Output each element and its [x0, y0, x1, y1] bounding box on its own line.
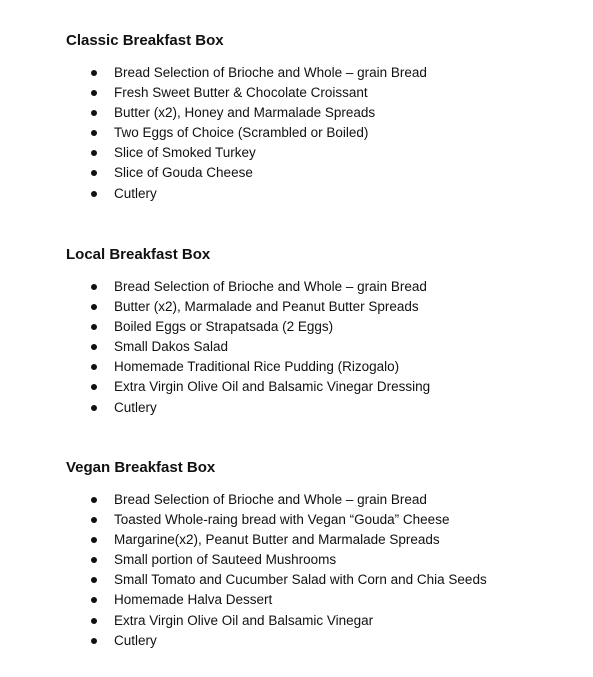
bullet-icon: [91, 497, 97, 503]
list-item: [66, 277, 576, 297]
bullet-icon: [91, 191, 97, 197]
list-item-text: Bread Selection of Brioche and Whole – grain Bread: [114, 65, 427, 80]
bullet-icon: [91, 405, 97, 411]
list-item: [66, 590, 576, 610]
list-item-text: Bread Selection of Brioche and Whole – grain Bread: [114, 492, 427, 507]
list-item: [66, 530, 576, 550]
bullet-icon: [91, 90, 97, 96]
list-item-text: Toasted Whole-raing bread with Vegan “Gouda” Cheese: [114, 512, 450, 528]
section-title: Vegan Breakfast Box: [66, 459, 216, 476]
bullet-icon: [91, 557, 97, 563]
list-item: [66, 377, 576, 397]
list-item: [66, 123, 576, 143]
list-item: [66, 163, 576, 183]
bullet-icon: [91, 110, 97, 116]
list-item: [66, 357, 576, 377]
bullet-icon: [91, 537, 97, 543]
list-item-text: Butter (x2), Honey and Marmalade Spreads: [114, 105, 376, 121]
bullet-icon: [91, 364, 97, 370]
bullet-icon: [91, 517, 97, 523]
list-item-text: Small Dakos Salad: [114, 339, 229, 355]
bullet-icon: [91, 577, 97, 583]
list-item-text: Slice of Smoked Turkey: [114, 145, 256, 161]
list-item: [66, 297, 576, 317]
bullet-icon: [91, 324, 97, 330]
list-item: [66, 510, 576, 530]
bullet-icon: [91, 344, 97, 350]
list-item: [66, 611, 576, 631]
list-item-text: Margarine(x2), Peanut Butter and Marmalade Spreads: [114, 532, 440, 548]
list-item-text: Cutlery: [114, 399, 157, 415]
list-item: [66, 317, 576, 337]
list-item-text: Small portion of Sauteed Mushrooms: [114, 552, 337, 568]
list-item: [66, 570, 576, 590]
section-classic-breakfast-box: [66, 31, 576, 204]
list-item: [66, 490, 576, 510]
section-title: Classic Breakfast Box: [66, 32, 224, 49]
section-vegan-breakfast-box: [66, 458, 576, 651]
list-item-text: Extra Virgin Olive Oil and Balsamic Vinegar: [114, 612, 374, 628]
list-item: [66, 83, 576, 103]
list-item-text: Boiled Eggs or Strapatsada (2 Eggs): [114, 319, 334, 335]
list-item: [66, 631, 576, 651]
bullet-icon: [91, 638, 97, 644]
list-item: [66, 550, 576, 570]
section-title: Local Breakfast Box: [66, 246, 211, 263]
item-list: [66, 277, 576, 418]
item-list: [66, 63, 576, 204]
list-item: [66, 103, 576, 123]
bullet-icon: [91, 384, 97, 390]
bullet-icon: [91, 70, 97, 76]
bullet-icon: [91, 150, 97, 156]
list-item-text: Fresh Sweet Butter & Chocolate Croissant: [114, 85, 368, 101]
bullet-icon: [91, 170, 97, 176]
list-item-text: Homemade Traditional Rice Pudding (Rizogalo): [114, 359, 400, 375]
bullet-icon: [91, 284, 97, 290]
list-item-text: Small Tomato and Cucumber Salad with Corn and Chia Seeds: [114, 572, 487, 588]
list-item-text: Extra Virgin Olive Oil and Balsamic Vinegar Dressing: [114, 379, 431, 395]
list-item-text: Butter (x2), Marmalade and Peanut Butter Spreads: [114, 299, 419, 315]
section-local-breakfast-box: [66, 245, 576, 418]
list-item-text: Homemade Halva Dessert: [114, 592, 273, 608]
bullet-icon: [91, 130, 97, 136]
item-list: [66, 490, 576, 651]
list-item-text: Cutlery: [114, 632, 157, 648]
list-item: [66, 398, 576, 418]
bullet-icon: [91, 597, 97, 603]
list-item: [66, 337, 576, 357]
list-item-text: Bread Selection of Brioche and Whole – grain Bread: [114, 279, 427, 294]
list-item-text: Cutlery: [114, 185, 157, 201]
list-item: [66, 184, 576, 204]
bullet-icon: [91, 618, 97, 624]
list-item-text: Two Eggs of Choice (Scrambled or Boiled): [114, 125, 369, 141]
list-item-text: Slice of Gouda Cheese: [114, 165, 253, 181]
bullet-icon: [91, 304, 97, 310]
list-item: [66, 143, 576, 163]
list-item: [66, 63, 576, 83]
